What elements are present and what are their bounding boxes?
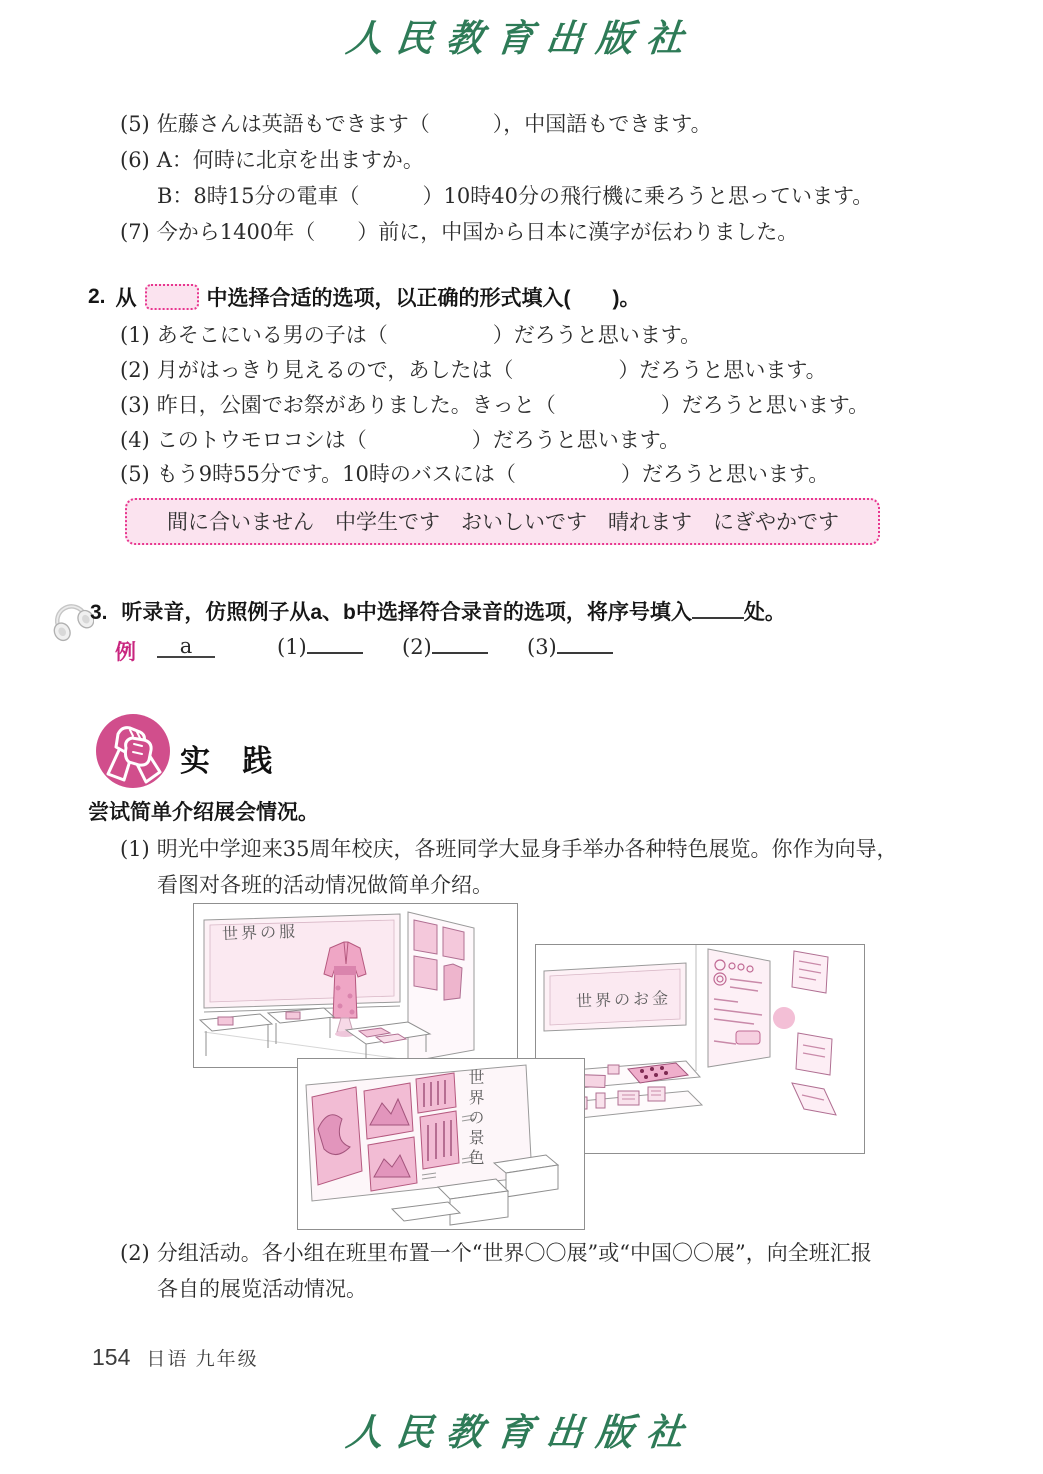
practice-item-2-line-2: 各自的展览活动情况。 [157,1277,367,1301]
item-number: (1) [120,837,150,861]
exercise2-number: 2. [88,285,106,308]
publisher-logo-top: 人民教育出版社 [343,16,699,60]
classroom-scenery-drawing [298,1059,583,1228]
answer-blank-2 [402,634,488,659]
item-text: A：何時に北京を出ますか。 [156,148,424,172]
item-text: 明光中学迎来35周年校庆，各班同学大显身手举办各种特色展览。你作为向导， [156,837,898,861]
item-number: (4) [120,428,150,452]
exercise2-item-3 [120,389,869,419]
clasped-hands-icon [96,714,170,788]
exercise1-item-5 [120,108,712,138]
blank-number: (2) [402,635,432,659]
exhibit-title-money: 世界のお金 [575,988,672,1011]
word-bank-box [125,498,880,545]
item-text: もう9時55分です。10時のバスには（ ）だろうと思います。 [156,462,830,486]
exercise2-item-1 [120,319,701,349]
item-text: 昨日，公園でお祭がありました。きっと（ ）だろうと思います。 [156,393,870,417]
title-blank-line [692,599,744,619]
item-number: (7) [120,220,150,244]
item-number: (6) [120,148,150,172]
classroom-money-drawing [536,945,863,1152]
exhibit-title-scenery: 世界の景色 [466,1069,485,1169]
exercise1-item-7 [120,216,798,246]
exercise2-item-4 [120,424,680,454]
word-bank-words: 間に合いません 中学生です おいしいです 晴れます にぎやかです [167,510,839,534]
answer-blank-3 [527,634,613,659]
item-text: あそこにいる男の子は（ ）だろうと思います。 [156,323,702,347]
example-label: 例 [115,641,136,664]
item-text: 月がはっきり見えるので，あしたは（ ）だろうと思います。 [156,358,827,382]
item-text: 分组活动。各小组在班里布置一个“世界〇〇展”或“中国〇〇展”，向全班汇报 [156,1241,872,1265]
item-number: (1) [120,323,150,347]
exercise3-number: 3. [90,601,108,624]
exercise1-item-6 [120,144,424,174]
item-text: B：8時15分の電車（ ）10時40分の飛行機に乗ろうと思っています。 [157,184,874,208]
practice-intro: 尝试简单介绍展会情况。 [88,801,319,824]
item-text: 佐藤さんは英語もできます（ ），中国語もできます。 [156,112,712,136]
blank-line [557,634,613,654]
item-number: (5) [120,462,150,486]
practice-section-title: 实 践 [180,745,285,778]
item-number: (2) [120,1241,150,1265]
exercise2-title-before: 从 [115,287,137,310]
exercise3-title-suffix: 处。 [743,601,786,624]
item-number: (3) [120,393,150,417]
exercise2-title-after: 中选择合适的选项，以正确的形式填入( )。 [206,287,641,310]
blank-line [307,634,363,654]
exhibit-title-clothing: 世界の服 [221,921,299,944]
practice-section-icon-circle [96,714,170,788]
exercise2-heading [88,282,641,312]
word-bank-placeholder-box [145,284,199,310]
illustration-world-clothing [193,903,518,1068]
exercise2-item-2 [120,354,827,384]
blank-line [432,634,488,654]
practice-item-1-line-2: 看图对各班的活动情况做简单介绍。 [157,873,493,897]
item-number: (5) [120,112,150,136]
item-text: このトウモロコシは（ ）だろうと思います。 [156,428,681,452]
exercise3-heading [90,596,786,626]
blank-number: (3) [527,635,557,659]
practice-item-1-line-1 [120,833,897,863]
item-text: 今から1400年（ ）前に，中国から日本に漢字が伝わりました。 [156,220,799,244]
book-title: 日语 九年级 [146,1349,259,1370]
exercise3-title: 听录音，仿照例子从a、b中选择符合录音的选项，将序号填入 [121,601,692,624]
practice-item-2-line-1 [120,1237,872,1267]
exercise1-item-6b [157,180,873,210]
page-number: 154 [92,1344,131,1370]
example-answer-blank: a [157,634,215,658]
publisher-logo-bottom: 人民教育出版社 [343,1410,699,1454]
answer-blank-1 [277,634,363,659]
illustration-world-scenery [297,1058,585,1230]
exercise2-item-5 [120,458,829,488]
exercise3-example-row [0,634,1043,668]
blank-number: (1) [277,635,307,659]
item-number: (2) [120,358,150,382]
page-footer [92,1344,259,1371]
